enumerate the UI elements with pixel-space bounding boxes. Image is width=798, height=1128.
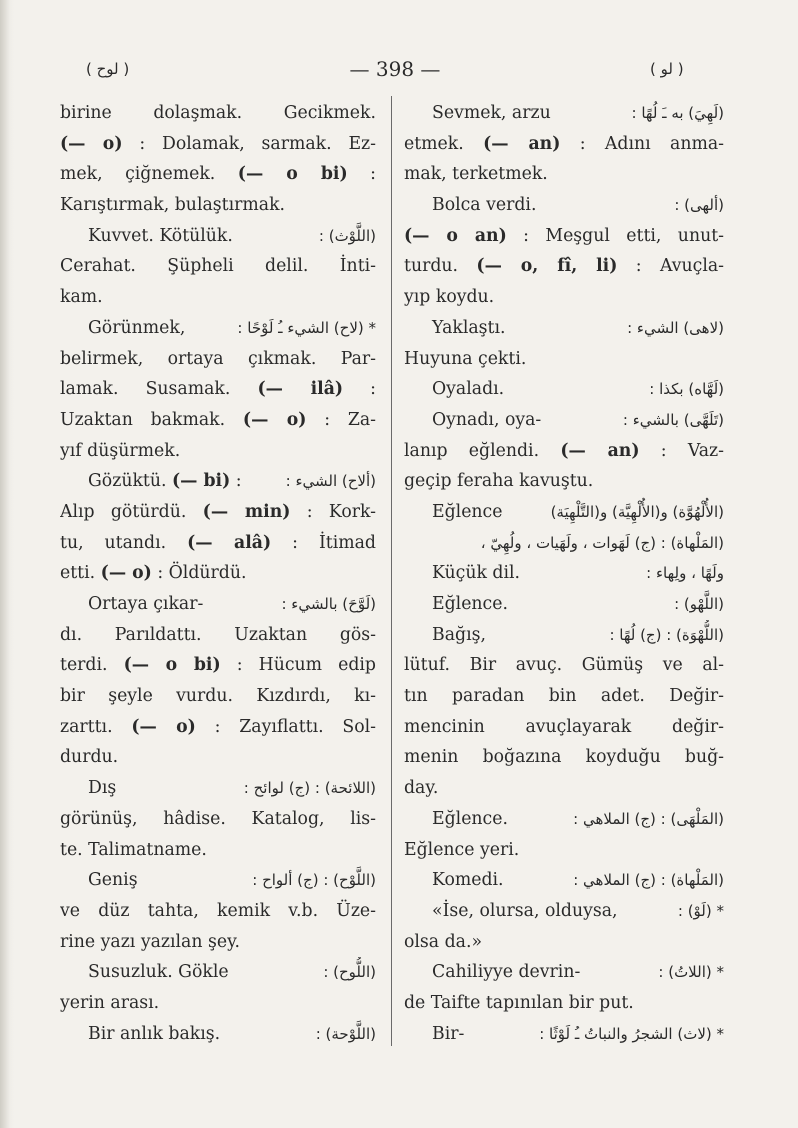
turkish-meaning: Dış	[88, 778, 117, 799]
right-column	[404, 98, 724, 1049]
turkish-meaning: Oyaladı.	[432, 379, 505, 400]
arabic-headword: (اللُّهْوَة) : (ج) لُهًا :	[609, 625, 724, 644]
dictionary-entry-line	[404, 865, 724, 896]
dictionary-entry-line	[404, 896, 724, 927]
arabic-headword: * (لاث) الشجرُ والنباتُ ـُ لَوْثًا :	[539, 1024, 724, 1043]
definition-text-line: lamak. Susamak. (— ilâ) :	[60, 379, 376, 400]
dictionary-entry-line	[404, 374, 724, 405]
definition-text-line: dı. Parıldattı. Uzaktan gös-	[60, 624, 376, 645]
dictionary-entry-line	[60, 313, 376, 344]
turkish-meaning: Eğlence.	[432, 808, 508, 829]
dictionary-entry-line	[404, 957, 724, 988]
arabic-headword: (اللُّوح) :	[323, 963, 376, 982]
definition-text-line: day.	[404, 778, 439, 799]
dictionary-entry-line	[404, 190, 724, 221]
dictionary-entry-line	[404, 497, 724, 528]
arabic-headword: (المَلْهاة) : (ج) الملاهي :	[573, 871, 724, 890]
arabic-headword: ولَهًا ، ولِهاء :	[646, 564, 724, 583]
header-right-guide-word: ( لو )	[650, 60, 684, 78]
page-spine-shadow	[0, 0, 14, 1128]
dictionary-entry-line	[60, 1019, 376, 1050]
definition-text-line: turdu. (— o, fî, li) : Avuçla-	[404, 256, 724, 277]
definition-text-line: zarttı. (— o) : Zayıflattı. Sol-	[60, 716, 376, 737]
arabic-headword: (اللائحة) : (ج) لوائح :	[243, 779, 376, 798]
header-left-guide-word: ( لوح )	[86, 60, 130, 78]
turkish-meaning: Susuzluk. Gökle	[88, 962, 229, 983]
arabic-headword: (لَوَّحَ) بالشيء :	[281, 595, 376, 613]
dictionary-entry-line	[404, 98, 724, 129]
dictionary-entry-line	[60, 589, 376, 620]
definition-text-line: görünüş, hâdise. Katalog, lis-	[60, 808, 376, 829]
arabic-headword: * (لاح) الشيء ـُ لَوْحًا :	[237, 318, 376, 337]
definition-text-line: mak, terketmek.	[404, 164, 548, 185]
dictionary-entry-line	[404, 405, 724, 436]
arabic-headword: (الأُلْهُوَّة) و(الأُلْهِيَّة) و(التَّلْهِيَة)	[550, 502, 724, 521]
dictionary-entry-line	[404, 620, 724, 651]
arabic-plural-forms: (المَلْهاة) : (ج) لَهَوات ، ولَهَيات ، ولُهِيّ ،	[480, 533, 724, 552]
turkish-meaning: Sevmek, arzu	[432, 103, 551, 123]
dictionary-entry-line	[404, 1019, 724, 1050]
turkish-meaning: Eğlence.	[432, 594, 508, 614]
definition-text-line: (— o) : Dolamak, sarmak. Ez-	[60, 133, 376, 154]
arabic-headword: (المَلْهَى) : (ج) الملاهي :	[573, 809, 724, 828]
arabic-headword: (اللَّهْو) :	[674, 595, 724, 613]
arabic-headword: (لَهَّاه) بكذا :	[649, 380, 724, 399]
definition-text-line: Huyuna çekti.	[404, 348, 527, 369]
definition-text-line: tu, utandı. (— alâ) : İtimad	[60, 532, 376, 553]
definition-text-line: bir şeyle vurdu. Kızdırdı, kı-	[60, 686, 376, 707]
dictionary-entry-line	[404, 558, 724, 589]
definition-text-line: lanıp eğlendi. (— an) : Vaz-	[404, 440, 724, 461]
definition-text-line: Uzaktan bakmak. (— o) : Za-	[60, 409, 376, 430]
definition-text-line: belirmek, ortaya çıkmak. Par-	[60, 348, 376, 369]
dictionary-entry-line	[60, 865, 376, 896]
arabic-headword: (تَلَهَّى) بالشيء :	[622, 410, 724, 429]
dictionary-entry-line	[60, 957, 376, 988]
arabic-headword: (ألاح) الشيء :	[285, 472, 376, 491]
turkish-meaning: Geniş	[88, 870, 138, 891]
turkish-meaning: Oynadı, oya-	[432, 409, 542, 430]
arabic-headword: (لاهى) الشيء :	[627, 318, 724, 337]
turkish-meaning: Eğlence	[432, 501, 503, 522]
turkish-meaning: Bağış,	[432, 624, 486, 645]
arabic-continuation-line	[404, 528, 724, 559]
dictionary-entry-line	[404, 589, 724, 620]
turkish-meaning: Yaklaştı.	[432, 317, 506, 338]
definition-text-line: tın paradan bin adet. Değir-	[404, 686, 724, 707]
turkish-meaning: Görünmek,	[88, 317, 186, 338]
turkish-meaning: Ortaya çıkar-	[88, 594, 204, 614]
dictionary-entry-line	[404, 804, 724, 835]
definition-text-line: etti. (— o) : Öldürdü.	[60, 563, 247, 584]
turkish-meaning: Bolca verdi.	[432, 195, 537, 216]
dictionary-entry-line	[404, 313, 724, 344]
turkish-meaning: Cahiliyye devrin-	[432, 962, 581, 983]
arabic-headword: (لَهِيَ) به ـَ لُهًا :	[631, 104, 724, 122]
turkish-meaning: Bir-	[432, 1023, 465, 1044]
turkish-meaning: Küçük dil.	[432, 563, 521, 584]
turkish-meaning: Komedi.	[432, 870, 504, 891]
turkish-meaning: Bir anlık bakış.	[88, 1023, 221, 1044]
definition-text-line: mek, çiğnemek. (— o bi) :	[60, 164, 376, 185]
definition-text-line: durdu.	[60, 747, 119, 768]
turkish-meaning: Gözüktü. (— bi) :	[88, 471, 242, 492]
definition-text-line: rine yazı yazılan şey.	[60, 931, 241, 952]
page-number: — 398 —	[349, 57, 441, 81]
turkish-meaning: Kuvvet. Kötülük.	[88, 225, 233, 246]
definition-text-line: olsa da.»	[404, 931, 483, 952]
arabic-headword: (اللَّوْث) :	[318, 226, 376, 245]
definition-text-line: geçip feraha kavuştu.	[404, 471, 594, 492]
definition-text-line: yıp koydu.	[404, 287, 495, 308]
definition-text-line: mencinin avuçlayarak değir-	[404, 716, 724, 737]
definition-text-line: Karıştırmak, bulaştırmak.	[60, 195, 286, 216]
definition-text-line: Cerahat. Şüpheli delil. İnti-	[60, 256, 376, 277]
definition-text-line: de Taifte tapınılan bir put.	[404, 992, 634, 1013]
definition-text-line: terdi. (— o bi) : Hücum edip	[60, 655, 376, 676]
arabic-headword: (اللَّوْحة) :	[315, 1024, 376, 1043]
arabic-headword: (ألهى) :	[674, 196, 724, 215]
arabic-headword: * (لَوْ) :	[677, 901, 724, 920]
definition-text-line: yıf düşürmek.	[60, 440, 181, 461]
turkish-meaning: «İse, olursa, olduysa,	[432, 900, 618, 921]
arabic-headword: * (اللاتُ) :	[658, 963, 724, 982]
definition-text-line: kam.	[60, 287, 103, 308]
definition-text-line: Eğlence yeri.	[404, 839, 520, 860]
definition-text-line: lütuf. Bir avuç. Gümüş ve al-	[404, 655, 724, 676]
definition-text-line: birine dolaşmak. Gecikmek.	[60, 103, 376, 123]
dictionary-entry-line	[60, 773, 376, 804]
definition-text-line: (— o an) : Meşgul etti, unut-	[404, 225, 724, 246]
arabic-headword: (اللَّوْح) : (ج) ألواح :	[252, 871, 376, 890]
definition-text-line: menin boğazına koyduğu buğ-	[404, 747, 724, 768]
definition-text-line: ve düz tahta, kemik v.b. Üze-	[60, 900, 376, 921]
definition-text-line: Alıp götürdü. (— min) : Kork-	[60, 501, 376, 522]
definition-text-line: yerin arası.	[60, 992, 160, 1013]
definition-text-line: te. Talimatname.	[60, 839, 207, 860]
column-divider	[391, 96, 392, 1046]
dictionary-entry-line	[60, 466, 376, 497]
definition-text-line: etmek. (— an) : Adını anma-	[404, 133, 724, 154]
dictionary-entry-line	[60, 221, 376, 252]
left-column	[60, 98, 376, 1049]
